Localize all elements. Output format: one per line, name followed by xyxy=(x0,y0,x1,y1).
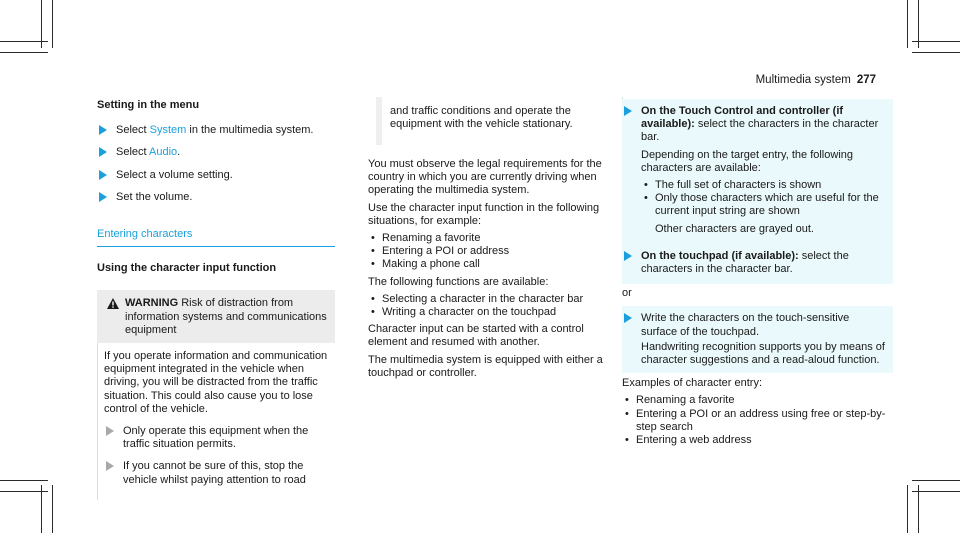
column-right xyxy=(622,99,893,451)
step-text: Write the characters on the touch-sensitive surface of the touchpad. xyxy=(641,312,850,338)
crop-mark xyxy=(912,41,960,42)
step-touchpad xyxy=(622,250,887,276)
step-label: On the Touch Control and controller (if available): xyxy=(641,105,844,131)
warning-continuation xyxy=(376,97,623,145)
option-handwriting xyxy=(622,306,893,373)
paragraph: Character input can be started with a control element and resumed with another. xyxy=(368,323,584,349)
step-text: Set the volume. xyxy=(116,190,193,203)
step-arrow-icon xyxy=(99,125,107,135)
option-touch-control xyxy=(622,99,893,284)
crop-mark xyxy=(912,491,960,492)
step-text: Select xyxy=(116,146,150,159)
list-item: • Entering a POI or address xyxy=(368,245,623,258)
step-arrow-icon xyxy=(106,461,114,471)
list-item: • Renaming a favorite xyxy=(368,232,623,245)
or-separator: or xyxy=(622,287,632,300)
crop-mark xyxy=(52,0,53,48)
list-item: • Entering a POI or an address using free or step-by-step search xyxy=(622,408,893,434)
crop-mark xyxy=(907,485,908,533)
crop-mark xyxy=(0,52,48,53)
paragraph: Other characters are grayed out. xyxy=(655,222,814,235)
bullet-list xyxy=(368,293,623,319)
paragraph: You must observe the legal requirements for the country in which you are currently driving when operating the multimedia system. xyxy=(368,158,602,197)
step-text: Only operate this equipment when the traffic situation permits. xyxy=(123,425,309,451)
running-head-title: Multimedia system xyxy=(755,74,851,86)
step-select-volume-setting xyxy=(97,169,335,182)
crop-mark xyxy=(918,485,919,533)
step-arrow-icon xyxy=(106,426,114,436)
warning-title: Risk of distraction from information systems and communications equipment xyxy=(125,297,327,336)
warning-text: If you operate information and communication equipment integrated in the vehicle when driving, you will be distracted from the traffic situation. This could also cause you to lose control of the vehicle. xyxy=(104,350,328,415)
step-arrow-icon xyxy=(624,251,632,261)
heading-setting-menu: Setting in the menu xyxy=(97,99,200,111)
warning-step xyxy=(104,460,335,486)
step-arrow-icon xyxy=(99,147,107,157)
paragraph: The multimedia system is equipped with either a touchpad or controller. xyxy=(368,353,603,379)
step-text: select the characters in the character bar. xyxy=(641,118,879,144)
step-text: Select a volume setting. xyxy=(116,168,233,181)
paragraph: Handwriting recognition supports you by means of character suggestions and a read-aloud function. xyxy=(641,340,885,367)
crop-mark xyxy=(912,52,960,53)
warning-step xyxy=(104,425,335,451)
crop-mark xyxy=(907,0,908,48)
step-text: in the multimedia system. xyxy=(186,124,314,137)
step-label: On the touchpad (if available): xyxy=(641,249,799,262)
step-select-audio xyxy=(97,146,335,159)
paragraph: Examples of character entry: xyxy=(622,377,763,390)
crop-mark xyxy=(0,491,48,492)
list-item: • Only those characters which are useful for the current input string are shown xyxy=(641,192,887,218)
bullet-list xyxy=(368,232,623,272)
step-select-system xyxy=(97,124,335,137)
warning-triangle-icon xyxy=(107,298,119,309)
step-text: Select xyxy=(116,124,150,137)
step-arrow-icon xyxy=(624,106,632,116)
column-middle xyxy=(368,97,623,384)
warning-header xyxy=(97,290,335,343)
warning-text: and traffic conditions and operate the equipment with the vehicle stationary. xyxy=(390,105,573,131)
list-item: • Writing a character on the touchpad xyxy=(368,306,623,319)
list-item: • Renaming a favorite xyxy=(622,394,893,407)
list-item: • Entering a web address xyxy=(622,434,893,447)
step-arrow-icon xyxy=(624,313,632,323)
paragraph: The following functions are available: xyxy=(368,275,549,288)
step-set-volume xyxy=(97,191,335,204)
step-text: . xyxy=(177,146,181,159)
list-item: • Making a phone call xyxy=(368,258,623,271)
paragraph: Use the character input function in the following situations, for example: xyxy=(368,201,600,227)
step-write-characters xyxy=(622,312,887,338)
crop-mark xyxy=(0,480,48,481)
crop-mark xyxy=(912,480,960,481)
page-number: 277 xyxy=(856,74,876,86)
section-title: Entering characters xyxy=(97,228,335,247)
paragraph: Depending on the target entry, the following characters are available: xyxy=(641,148,853,174)
step-text: select the characters in the character bar. xyxy=(641,249,849,276)
running-head xyxy=(756,74,876,87)
warning-label: WARNING xyxy=(125,297,179,310)
bullet-list xyxy=(622,394,893,447)
menu-link-audio[interactable]: Audio xyxy=(149,146,178,159)
subheading: Using the character input function xyxy=(97,262,277,275)
step-arrow-icon xyxy=(99,170,107,180)
column-left xyxy=(97,99,335,500)
step-text: If you cannot be sure of this, stop the vehicle whilst paying attention to road xyxy=(123,460,306,486)
list-item: • Selecting a character in the character bar xyxy=(368,293,623,306)
step-touch-control xyxy=(622,105,887,145)
menu-link-system[interactable]: System xyxy=(149,124,187,137)
crop-mark xyxy=(41,485,42,533)
bullet-list xyxy=(622,179,887,219)
warning-body xyxy=(97,343,335,500)
crop-mark xyxy=(52,485,53,533)
step-arrow-icon xyxy=(99,192,107,202)
list-item: • The full set of characters is shown xyxy=(641,179,887,192)
crop-mark xyxy=(0,41,48,42)
